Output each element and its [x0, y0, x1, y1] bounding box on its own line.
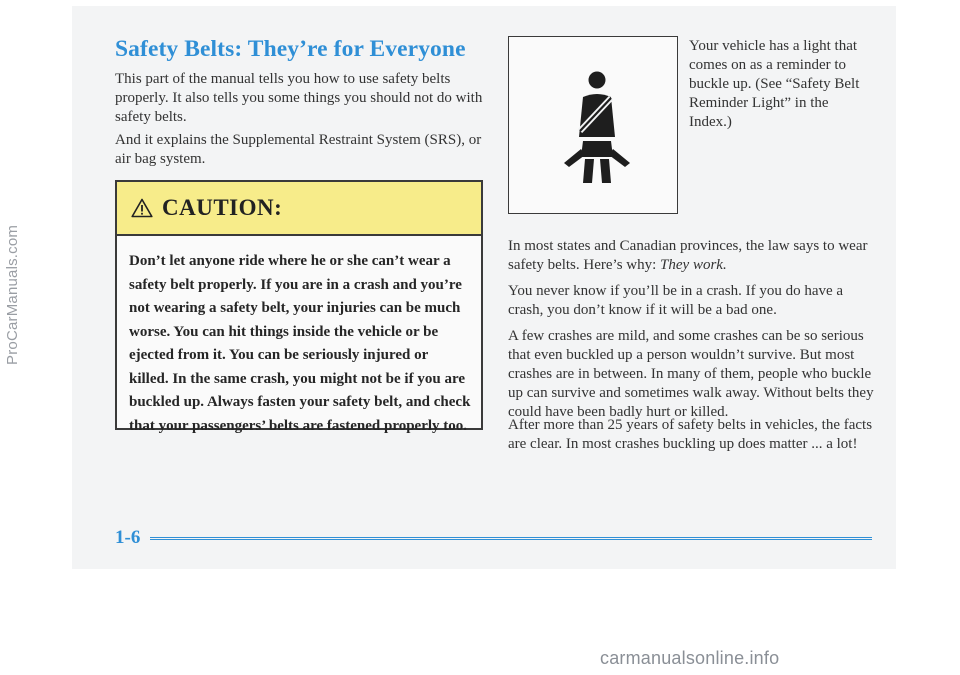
facts-paragraph: After more than 25 years of safety belts in vehicles, the facts are clear. In most crashes buckling up does matter ... a lot! [508, 417, 873, 452]
law-paragraph: In most states and Canadian provinces, the law says to wear safety belts. Here’s why: They work. [508, 238, 868, 273]
bottom-watermark: carmanualsonline.info [600, 648, 780, 668]
crash-severity-paragraph: A few crashes are mild, and some crashes can be so serious that even buckled up a person wouldn’t survive. But most crashes are in between. In many of them, people who buckle up can survive and sometimes walk away. Without belts they could have been badly hurt or killed. [508, 328, 874, 420]
intro-paragraph-2: And it explains the Supplemental Restraint System (SRS), or air bag system. [115, 132, 482, 167]
side-watermark: ProCarManuals.com [4, 224, 21, 366]
caution-header [117, 182, 481, 236]
seat-belt-reminder-icon [561, 71, 633, 187]
caution-heading: CAUTION: [162, 195, 283, 220]
section-title: Safety Belts: They’re for Everyone [115, 36, 466, 62]
page-number: 1-6 [115, 527, 141, 548]
seat-belt-icon-box [508, 36, 678, 214]
warning-triangle-icon [131, 198, 153, 218]
footer-rule [150, 537, 872, 540]
belt-light-caption: Your vehicle has a light that comes on as a reminder to buckle up. (See “Safety Belt Reminder Light” in the Index.) [689, 38, 860, 130]
caution-box [115, 180, 483, 434]
crash-unknown-paragraph: You never know if you’ll be in a crash. If you do have a crash, you don’t know if it will be a bad one. [508, 283, 844, 318]
intro-paragraph-1: This part of the manual tells you how to use safety belts properly. It also tells you some things you should not do with safety belts. [115, 71, 483, 125]
they-work-emphasis: They work. [660, 257, 727, 273]
caution-text: Don’t let anyone ride where he or she can’t wear a safety belt properly. If you are in a crash and you’re not wearing a safety belt, your injuries can be much worse. You can hit things inside the vehicle or be ejected from it. You can be seriously injured or killed. In the same crash, you might not be if you are buckled up. Always fasten your safety belt, and check that your passengers’ belts are fastened properly too. [129, 253, 471, 434]
